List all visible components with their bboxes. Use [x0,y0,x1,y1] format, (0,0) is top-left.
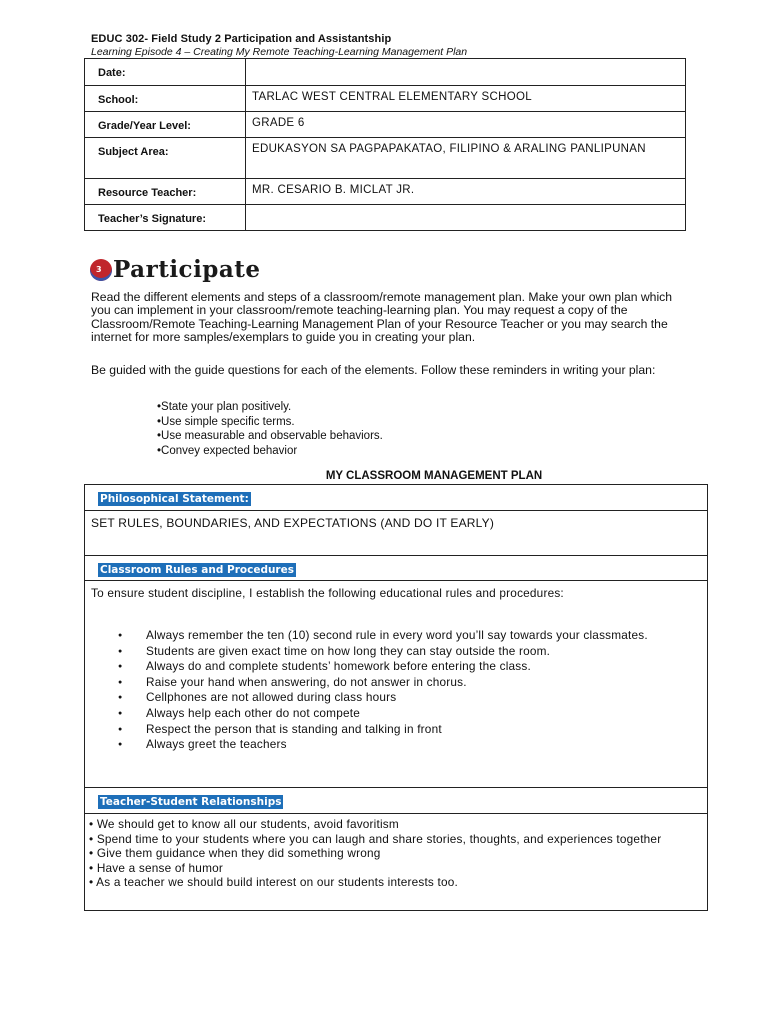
list-item: • Have a sense of humor [89,861,701,876]
table-row [85,138,686,179]
signature-label: Teacher’s Signature: [85,205,246,231]
list-item: • Spend time to your students where you can laugh and share stories, thoughts, and experiences together [89,832,701,847]
relationships-tag: Teacher-Student Relationships [100,796,282,808]
rules-header [85,556,707,581]
resource-teacher-value: MR. CESARIO B. MICLAT JR. [246,179,686,205]
list-item: ● Students are given exact time on how long they can stay outside the room. [140,644,701,660]
philosophy-text: SET RULES, BOUNDARIES, AND EXPECTATIONS (AND DO IT EARLY) [91,516,495,530]
participate-icon: 3 [90,259,112,281]
list-item: • Use simple specific terms. [157,415,383,430]
list-item: ● Raise your hand when answering, do not answer in chorus. [140,675,701,691]
participate-title: Participate [113,256,261,283]
relationships-body [85,814,707,910]
relationships-list [89,817,701,890]
resource-teacher-label: Resource Teacher: [85,179,246,205]
table-row [85,205,686,231]
list-item: ● Cellphones are not allowed during class hours [140,690,701,706]
course-title: EDUC 302- Field Study 2 Participation and Assistantship [91,33,392,45]
subject-value: EDUKASYON SA PAGPAPAKATAO, FILIPINO & ARALING PANLIPUNAN [246,138,686,179]
philosophy-body [85,511,707,556]
list-item: ● Always greet the teachers [140,737,701,753]
plan-title: MY CLASSROOM MANAGEMENT PLAN [325,470,543,482]
table-row [85,59,686,86]
list-item: • Use measurable and observable behaviors. [157,429,383,444]
list-item: • Convey expected behavior [157,444,383,459]
subject-label: Subject Area: [85,138,246,179]
management-plan-table [84,484,708,911]
table-row [85,179,686,205]
list-item: ● Always do and complete students’ homework before entering the class. [140,659,701,675]
list-item: • As a teacher we should build interest on our students interests too. [89,875,701,890]
table-row [85,86,686,112]
school-label: School: [85,86,246,112]
table-row [85,112,686,138]
rules-intro: To ensure student discipline, I establish the following educational rules and procedures: [91,586,564,600]
philosophy-header [85,485,707,511]
rules-list [91,628,701,753]
date-label: Date: [85,59,246,86]
episode-subtitle: Learning Episode 4 – Creating My Remote Teaching-Learning Management Plan [91,46,468,58]
participate-heading [90,256,261,283]
school-value: TARLAC WEST CENTRAL ELEMENTARY SCHOOL [246,86,686,112]
list-item: ● Always remember the ten (10) second rule in every word you’ll say towards your classmates. [140,628,701,644]
list-item: • We should get to know all our students, avoid favoritism [89,817,701,832]
list-item: ● Always help each other do not compete [140,706,701,722]
list-item: • Give them guidance when they did something wrong [89,846,701,861]
rules-tag: Classroom Rules and Procedures [100,564,294,576]
philosophy-tag: Philosophical Statement: [100,493,249,505]
grade-label: Grade/Year Level: [85,112,246,138]
grade-value: GRADE 6 [246,112,686,138]
signature-value [246,205,686,231]
relationships-header [85,788,707,814]
list-item: • State your plan positively. [157,400,383,415]
rules-body [85,581,707,788]
intro-paragraph: Read the different elements and steps of a classroom/remote management plan. Make your own plan which you can implement in your classroom/remote teaching-learning plan. You may request a copy of the Classroom/Remote Teaching-Learning Management Plan of your Resource Teacher or you may search the internet for more samples/exemplars to guide you in creating your plan. [91,290,673,344]
info-table [84,58,686,231]
list-item: ● Respect the person that is standing and talking in front [140,722,701,738]
date-value [246,59,686,86]
reminders-list [157,400,383,458]
guide-paragraph: Be guided with the guide questions for each of the elements. Follow these reminders in writing your plan: [91,363,656,377]
